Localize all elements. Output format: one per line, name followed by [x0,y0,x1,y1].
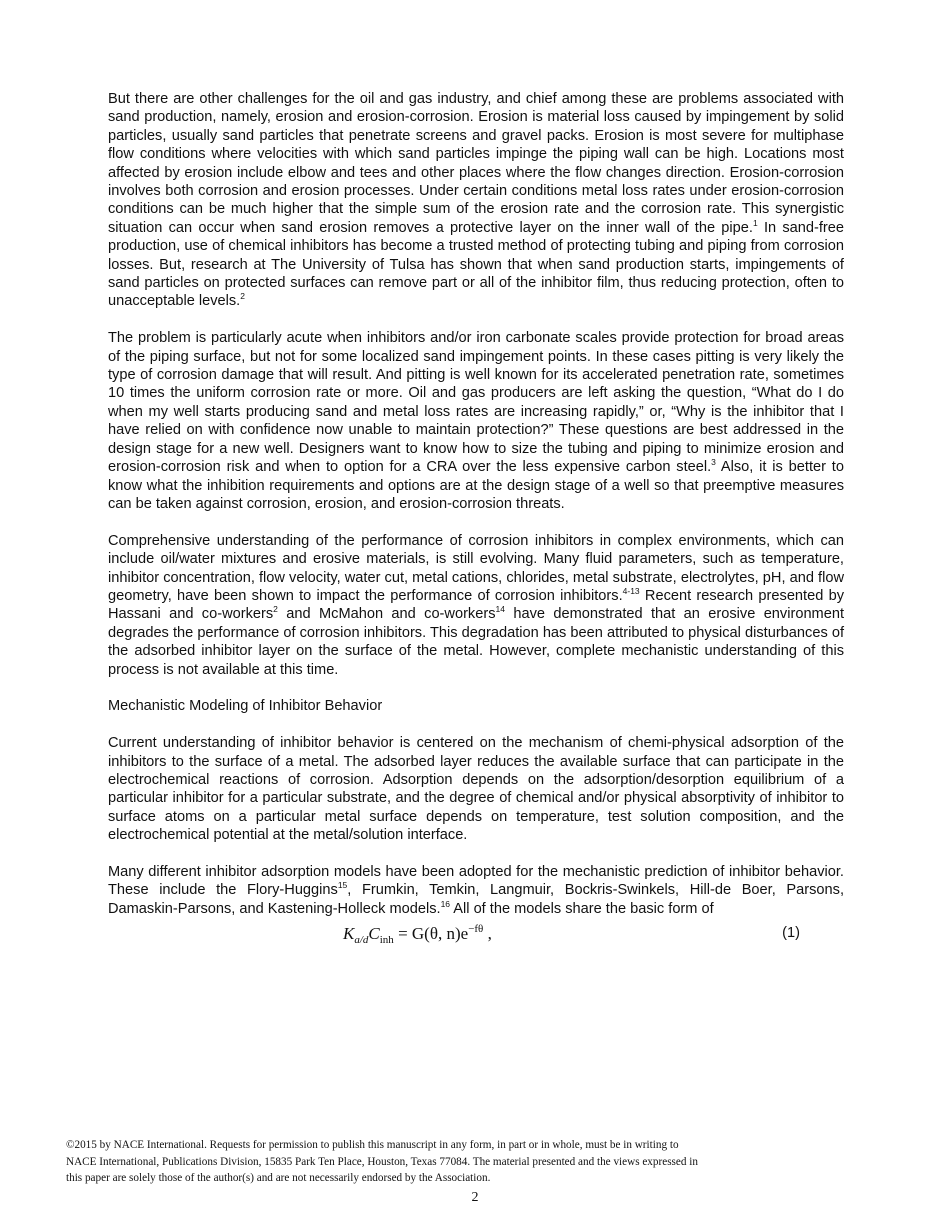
paragraph-adsorption-mechanism: Current understanding of inhibitor behavior is centered on the mechanism of chemi-physical adsorption of the inhibitors to the surface of a metal. The adsorbed layer reduces the available surface that can participate in the electrochemical reactions of corrosion. Adsorption depends on the adsorption/desorption equilibrium of a particular inhibitor for a particular substrate, and the degree of chemical and/or physical absorptivity of inhibitor to surface atoms on a particular metal surface depends on temperature, test solution composition, and the electrochemical potential at the metal/solution interface. [108,735,844,844]
citation-ref: 14 [495,604,505,615]
equation-number: (1) [782,924,800,941]
section-heading: Mechanistic Modeling of Inhibitor Behavior [108,698,383,715]
citation-ref: 15 [337,880,348,891]
copyright-footer: ©2015 by NACE International. Requests for permission to publish this manuscript in any form, in part or in whole, must be in writing to NACE International, Publications Division, 15835 Park Ten Place, Houston, Texas 77084. The material presented and the views expressed in this paper are solely those of the author(s) and are not necessarily endorsed by the Association. [66,1139,698,1184]
citation-ref: 3 [711,457,716,468]
paragraph-inhibitor-performance: Comprehensive understanding of the performance of corrosion inhibitors in complex environments, which can include oil/water mixtures and erosive materials, is still evolving. Many fluid parameters, such as temperature, inhibitor concentration, flow velocity, water cut, metal cations, chlorides, metal substrate, electrolytes, pH, and flow geometry, have been shown to impact the performance of corrosion inhibitors.$^{4-13}$ Recent research presented by Hassani and co-workers$^2$ and McMahon and co-workers$^{14}$ have demonstrated that an erosive environment degrades the performance of corrosion inhibitors. This degradation has been attributed to physical disturbances of the adsorbed inhibitor layer on the surface of the metal. However, complete mechanistic understanding of this process is not available at this time. [108,532,845,678]
paragraph-sand-production: But there are other challenges for the oil and gas industry, and chief among these are problems associated with sand production, namely, erosion and erosion-corrosion. Erosion is material loss caused by impingement by solid particles, usually sand particles that penetrate screens and gravel packs. Erosion is most severe for multiphase flow conditions where velocities with which sand particles impinge the piping wall can be high. Locations most affected by erosion include elbow and tees and other places where the flow changes direction. Erosion-corrosion involves both corrosion and erosion processes. Under certain conditions metal loss rates under erosion-corrosion conditions can be much higher that the simple sum of the erosion rate and the corrosion rate. This synergistic situation can occur when sand erosion removes a protective layer on the inner wall of the pipe.$^1$ In sand-free production, use of chemical inhibitors has become a trusted method of protecting tubing and piping from corrosion losses. But, research at The University of Tulsa has shown that when sand production starts, impingements of sand particles on protected surfaces can remove part or all of the inhibitor film, thus reducing protection, often to unacceptable levels.$^2$ [108,91,845,310]
equation-formula: $K_{a/d}C_{inh} = G(\theta$, $n)e^{-f\theta}$ , [343,922,492,946]
citation-ref: 2 [273,604,278,615]
citation-ref: 1 [752,217,758,228]
paragraph-pitting-problem: The problem is particularly acute when inhibitors and/or iron carbonate scales provide protection for broad areas of the piping surface, but not for some localized sand impingement points. In these cases pitting is very likely the type of corrosion damage that will result. And pitting is well known for its accelerated penetration rate, sometimes 10 times the uniform corrosion rate or more. Oil and gas producers are left asking the question, “What do I do when my well starts producing sand and metal loss rates are increasing rapidly,” or, “Why is the inhibitor that I have relied on with confidence now unable to maintain protection?” These questions are best addressed in the design stage for a new well. Designers want to know how to size the tubing and piping to minimize erosion and erosion-corrosion risk and when to option for a CRA over the less expensive carbon steel.$^3$ Also, it is better to know what the inhibition requirements and options are at the design stage of a well so that preemptive measures can be taken against corrosion, erosion, and erosion-corrosion threats. [108,330,844,512]
equation-1 [108,923,844,949]
paragraph-adsorption-models: Many different inhibitor adsorption models have been adopted for the mechanistic prediction of inhibitor behavior. These include the Flory-Huggins$^{15}$, Frumkin, Temkin, Langmuir, Bockris-Swinkels, Hill-de Boer, Parsons, Damaskin-Parsons, and Kastening-Holleck models.$^{16}$ All of the models share the basic form of [108,863,844,917]
citation-ref: 2 [240,291,245,302]
page-body [108,90,844,949]
page-number: 2 [471,1190,479,1205]
citation-ref: 4-13 [622,585,640,596]
citation-ref: 16 [440,898,451,909]
